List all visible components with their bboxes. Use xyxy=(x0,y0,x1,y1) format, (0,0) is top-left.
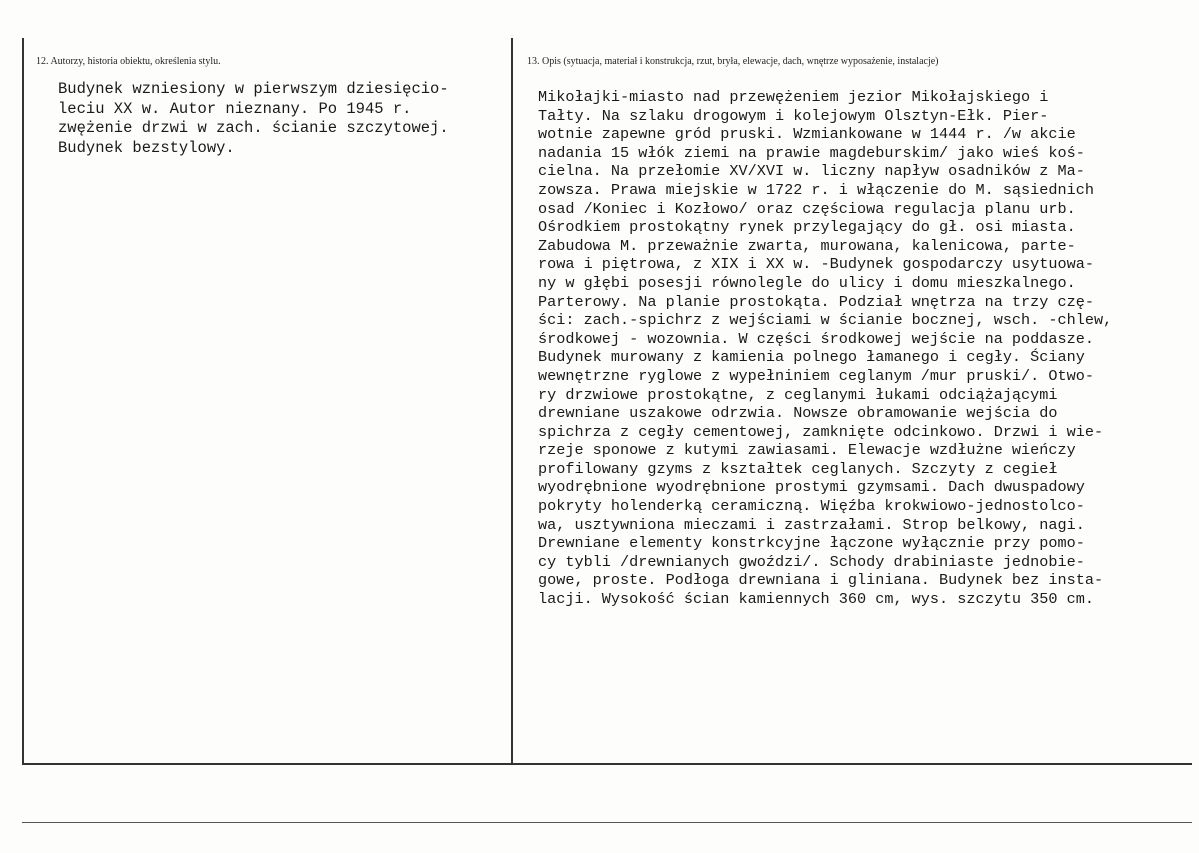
section-13-text-line: Tałty. Na szlaku drogowym i kolejowym Olsztyn-Ełk. Pier- xyxy=(538,106,1049,125)
section-13-text-line: wewnętrzne ryglowe z wypełniniem ceglanym /mur pruski/. Otwo- xyxy=(538,366,1094,385)
bottom-border-line xyxy=(22,763,1192,765)
section-12-text-line: zwężenie drzwi w zach. ścianie szczytowej. xyxy=(58,119,449,137)
section-13-text-line: Ośrodkiem prostokątny rynek przylegający do gł. osi miasta. xyxy=(538,218,1076,237)
section-13-text-line: rowa i piętrowa, z XIX i XX w. -Budynek gospodarczy usytuowa- xyxy=(538,255,1094,274)
section-13-text-line: spichrza z cegły cementowej, zamknięte odcinkowo. Drzwi i wie- xyxy=(538,422,1104,441)
section-13-text-line: wa, usztywniona mieczami i zastrzałami. Strop belkowy, nagi. xyxy=(538,515,1085,534)
section-13-text-line: gowe, proste. Podłoga drewniana i gliniana. Budynek bez insta- xyxy=(538,571,1104,590)
column-divider-line xyxy=(511,38,513,764)
section-13-text-line: Zabudowa M. przeważnie zwarta, murowana, kalenicowa, parte- xyxy=(538,236,1076,255)
section-13-text-line: Parterowy. Na planie prostokąta. Podział wnętrza na trzy czę- xyxy=(538,292,1094,311)
section-12-text-line: Budynek wzniesiony w pierwszym dziesięcio- xyxy=(58,80,449,98)
section-13-text-line: osad /Koniec i Kozłowo/ oraz częściowa regulacja planu urb. xyxy=(538,199,1076,218)
section-13-text-line: ści: zach.-spichrz z wejściami w ścianie bocznej, wsch. -chlew, xyxy=(538,311,1113,330)
section-13-text-line: cy tybli /drewnianych gwoździ/. Schody drabiniaste jednobie- xyxy=(538,552,1085,571)
section-13-text-line: pokryty holenderką ceramiczną. Więźba krokwiowo-jednostolco- xyxy=(538,497,1085,516)
section-12-text-line: leciu XX w. Autor nieznany. Po 1945 r. xyxy=(58,99,412,118)
section-13-text-line: wotnie zapewne gród pruski. Wzmiankowane w 1444 r. /w akcie xyxy=(538,125,1076,144)
section-13-text-line: Mikołajki-miasto nad przewężeniem jezior Mikołajskiego i xyxy=(538,88,1049,106)
left-border-line xyxy=(22,38,24,764)
section-13-text-line: Budynek murowany z kamienia polnego łamanego i cegły. Ściany xyxy=(538,348,1085,367)
section-12-header: 12. Autorzy, historia obiektu, określenia stylu. xyxy=(36,56,221,67)
section-13-text-line: ry drzwiowe prostokątne, z ceglanymi łukami odciążającymi xyxy=(538,385,1058,404)
section-13-text-line: zowsza. Prawa miejskie w 1722 r. i włączenie do M. sąsiednich xyxy=(538,180,1094,199)
footer-rule-line xyxy=(22,822,1192,823)
section-13-text-line: środkowej - wozownia. W części środkowej wejście na poddasze. xyxy=(538,329,1094,348)
section-13-text-line: lacji. Wysokość ścian kamiennych 360 cm, wys. szczytu 350 cm. xyxy=(538,590,1094,609)
section-13-text-line: Drewniane elementy konstrkcyjne łączone wyłącznie przy pomo- xyxy=(538,534,1085,553)
section-13-text-line: nadania 15 włók ziemi na prawie magdeburskim/ jako wieś koś- xyxy=(538,143,1085,162)
section-13-header: 13. Opis (sytuacja, materiał i konstrukcja, rzut, bryła, elewacje, dach, wnętrze wyposażenie, instalacje) xyxy=(527,56,939,67)
section-13-text-line: rzeje sponowe z kutymi zawiasami. Elewacje wzdłużne wieńczy xyxy=(538,441,1076,460)
section-13-text-line: profilowany gzyms z kształtek ceglanych. Szczyty z cegieł xyxy=(538,459,1058,478)
section-13-text-line: drewniane uszakowe odrzwia. Nowsze obramowanie wejścia do xyxy=(538,404,1058,423)
section-12-text-line: Budynek bezstylowy. xyxy=(58,138,235,157)
section-13-text-line: wyodrębnione wyodrębnione prostymi gzymsami. Dach dwuspadowy xyxy=(538,478,1085,497)
section-13-text-line: cielna. Na przełomie XV/XVI w. liczny napływ osadników z Ma- xyxy=(538,162,1085,181)
section-12-typed-text xyxy=(58,80,449,158)
section-13-typed-text xyxy=(538,88,1112,609)
section-13-text-line: ny w głębi posesji równolegle do ulicy i domu mieszkalnego. xyxy=(538,273,1076,292)
